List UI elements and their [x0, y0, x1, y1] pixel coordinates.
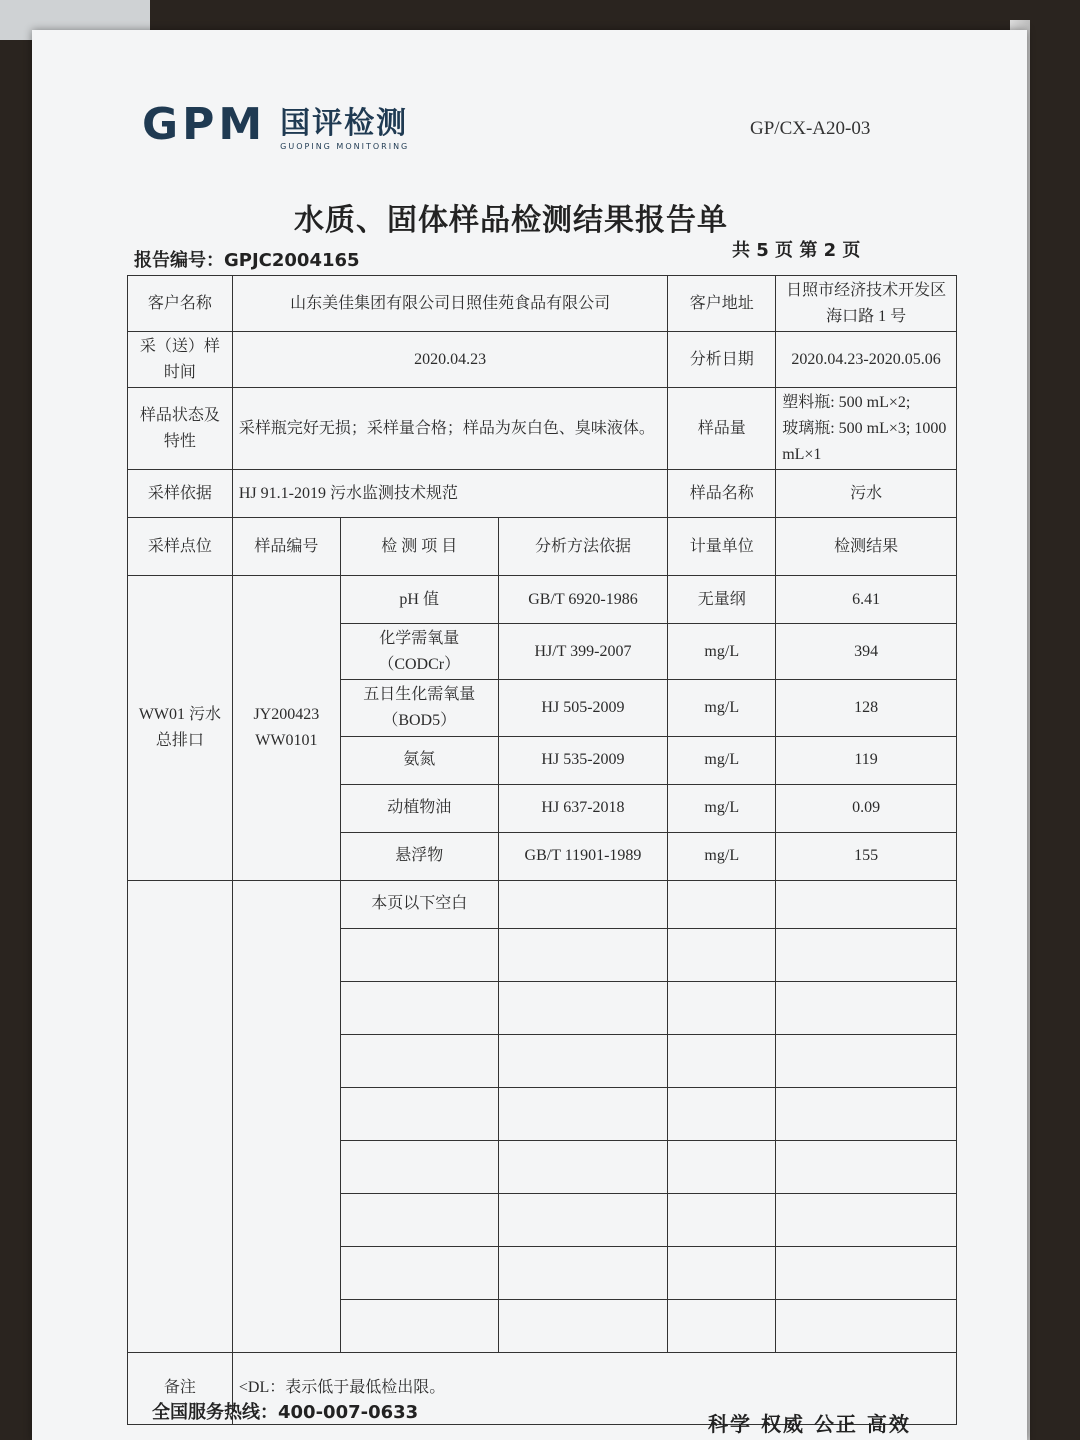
test-result: 119: [776, 736, 957, 784]
customer-address: 日照市经济技术开发区海口路 1 号: [776, 276, 957, 332]
sample-name: 污水: [776, 470, 957, 518]
info-row: [128, 276, 957, 332]
logo-cn: 国评检测: [280, 106, 409, 141]
test-unit: mg/L: [668, 832, 776, 880]
test-item: 化学需氧量（CODCr）: [340, 624, 498, 680]
test-method: HJ 535-2009: [498, 736, 668, 784]
column-header: 检 测 项 目: [340, 518, 498, 576]
info-row: [128, 388, 957, 470]
test-method: GB/T 6920-1986: [498, 576, 668, 624]
customer-name: 山东美佳集团有限公司日照佳苑食品有限公司: [232, 276, 667, 332]
report-number-label: 报告编号：: [134, 250, 224, 271]
sample-quantity-label: 样品量: [668, 388, 776, 470]
sample-state-label: 样品状态及特性: [128, 388, 233, 470]
test-result: 0.09: [776, 784, 957, 832]
test-item: pH 值: [340, 576, 498, 624]
analysis-date-label: 分析日期: [668, 332, 776, 388]
info-row: [128, 332, 957, 388]
test-unit: mg/L: [668, 624, 776, 680]
test-item: 氨氮: [340, 736, 498, 784]
column-header: 样品编号: [232, 518, 340, 576]
results-table: [127, 275, 957, 1425]
test-item: 五日生化需氧量（BOD5）: [340, 680, 498, 736]
report-number: [134, 246, 360, 272]
analysis-date: 2020.04.23-2020.05.06: [776, 332, 957, 388]
document-code: GP/CX-A20-03: [750, 118, 871, 139]
sample-quantity-line: 塑料瓶: 500 mL×2;: [782, 394, 911, 412]
empty-cell: [498, 880, 668, 928]
page-count: 共 5 页 第 2 页: [732, 240, 861, 261]
remark-text: <DL：表示低于最低检出限。: [232, 1352, 956, 1424]
test-method: HJ/T 399-2007: [498, 624, 668, 680]
sampling-basis: HJ 91.1-2019 污水监测技术规范: [232, 470, 667, 518]
column-header-row: [128, 518, 957, 576]
sample-state: 采样瓶完好无损；采样量合格；样品为灰白色、臭味液体。: [232, 388, 667, 470]
column-header: 采样点位: [128, 518, 233, 576]
test-unit: mg/L: [668, 784, 776, 832]
empty-cell: [776, 880, 957, 928]
sample-time: 2020.04.23: [232, 332, 667, 388]
test-result: 155: [776, 832, 957, 880]
service-hotline: 全国服务热线：400-007-0633: [152, 1402, 419, 1423]
test-method: GB/T 11901-1989: [498, 832, 668, 880]
test-method: HJ 505-2009: [498, 680, 668, 736]
sample-number: JY200423 WW0101: [232, 576, 340, 880]
company-slogan: 科学 权威 公正 高效: [708, 1412, 911, 1436]
column-header: 分析方法依据: [498, 518, 668, 576]
customer-address-label: 客户地址: [668, 276, 776, 332]
sampling-basis-label: 采样依据: [128, 470, 233, 518]
column-header: 计量单位: [668, 518, 776, 576]
test-unit: mg/L: [668, 736, 776, 784]
column-header: 检测结果: [776, 518, 957, 576]
test-result: 394: [776, 624, 957, 680]
logo-sub: GUOPING MONITORING: [280, 142, 410, 151]
test-result: 6.41: [776, 576, 957, 624]
sample-quantity: [776, 388, 957, 470]
sampling-point: WW01 污水总排口: [128, 576, 233, 880]
sample-name-label: 样品名称: [668, 470, 776, 518]
test-method: HJ 637-2018: [498, 784, 668, 832]
report-title: 水质、固体样品检测结果报告单: [294, 203, 728, 238]
logo-letters: GPM: [142, 99, 267, 150]
empty-cell: [128, 880, 233, 1352]
table-row: [128, 576, 957, 624]
empty-cell: [668, 880, 776, 928]
sample-time-label: 采（送）样时间: [128, 332, 233, 388]
info-row: [128, 470, 957, 518]
blank-note-row: [128, 880, 957, 928]
company-logo: [142, 98, 409, 151]
sample-quantity-line: 玻璃瓶: 500 mL×3; 1000 mL×1: [782, 419, 947, 463]
test-unit: 无量纲: [668, 576, 776, 624]
report-page: [32, 30, 1027, 1440]
test-unit: mg/L: [668, 680, 776, 736]
test-item: 动植物油: [340, 784, 498, 832]
blank-note: 本页以下空白: [340, 880, 498, 928]
test-item: 悬浮物: [340, 832, 498, 880]
empty-cell: [232, 880, 340, 1352]
test-result: 128: [776, 680, 957, 736]
report-number-value: GPJC2004165: [224, 250, 360, 271]
red-seal-stamp: [975, 640, 1015, 840]
logo-text: [280, 98, 409, 151]
customer-name-label: 客户名称: [128, 276, 233, 332]
remark-label: 备注: [128, 1352, 233, 1424]
